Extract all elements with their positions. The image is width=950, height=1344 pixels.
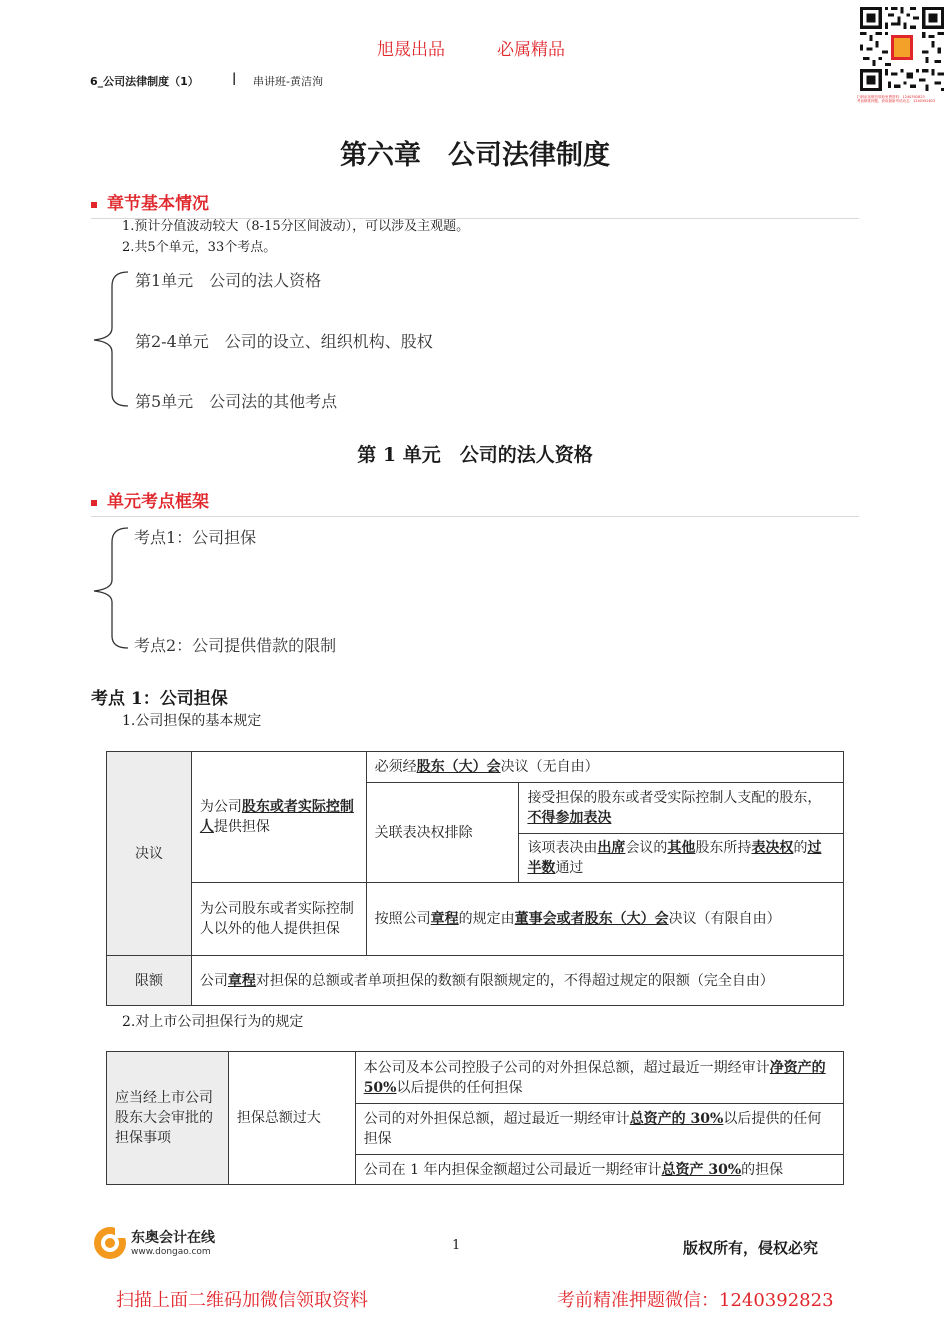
text: 本公司及本公司控股子公司的对外担保总额，超过最近一期经审计: [363, 1059, 770, 1076]
cell-shareholder-approval-items: 应当经上市公司股东大会审批的担保事项: [107, 1052, 229, 1185]
emphasis-text: 章程: [227, 972, 256, 989]
cell-rule-annual-30: [355, 1155, 843, 1185]
dongao-logo-icon: [93, 1226, 127, 1260]
logo-name: 东奥会计在线: [131, 1230, 215, 1246]
cell-excessive-guarantee-total: 担保总额过大: [228, 1052, 355, 1185]
text: 以后提供的任何担保: [396, 1079, 523, 1096]
text: 的规定由: [458, 911, 515, 927]
unit-list-item-3: 第5单元 公司法的其他考点: [135, 392, 338, 411]
cell-guarantee-for-others: 为公司股东或者实际控制人以外的他人提供担保: [191, 883, 366, 956]
qr-caption-line1: 扫码添加微信领取免费资料：1240392823: [857, 95, 925, 99]
qr-caption-line2: 考前精准押题，获取最新考试动态：1240392823: [857, 99, 936, 103]
brace-icon: [88, 266, 136, 412]
section-heading-overview-text: 章节基本情况: [107, 194, 209, 214]
unit-title: 第 1 单元 公司的法人资格: [357, 444, 593, 466]
dongao-logo[interactable]: [93, 1223, 233, 1263]
text: 必须经: [374, 759, 417, 775]
header-class-name: 串讲班-黄洁洵: [253, 75, 323, 88]
text: 接受担保的股东或者受实际控制人支配的股东，: [527, 790, 822, 806]
emphasis-text: 表决权: [751, 840, 794, 856]
page-number: 1: [452, 1238, 461, 1253]
cell-guarantee-for-shareholder: [191, 752, 366, 883]
listed-company-guarantee-table: [106, 1051, 844, 1185]
banner-right-text: 必属精品: [497, 40, 565, 60]
banner-left-text: 旭晟出品: [377, 40, 445, 60]
emphasis-text: 总资产 30%: [661, 1161, 742, 1178]
text: 的: [793, 840, 808, 856]
brace-icon: [88, 522, 136, 654]
text: 以后提供的任何担保: [363, 1111, 822, 1147]
emphasis-text: 不得参加表决: [527, 810, 612, 826]
logo-url: www.dongao.com: [131, 1247, 211, 1257]
text: 公司的对外担保总额，超过最近一期经审计: [363, 1111, 630, 1127]
section-heading-framework: [91, 487, 209, 512]
text: 按照公司: [374, 911, 431, 927]
text: 公司: [199, 972, 228, 989]
text: 股东所持: [695, 840, 752, 856]
section-heading-overview: [91, 189, 209, 214]
header-course-title: 6_公司法律制度（1）: [90, 75, 199, 88]
text: 该项表决由: [527, 840, 598, 856]
chapter-title: 第六章 公司法律制度: [340, 140, 610, 171]
emphasis-text: 章程: [430, 911, 459, 927]
text: 对担保的总额或者单项担保的数额有限额规定的，不得超过规定的限额（完全自由）: [255, 972, 774, 989]
emphasis-text: 股东（大）会: [416, 759, 501, 775]
square-bullet-icon: [91, 500, 97, 506]
unit-list-item-2: 第2-4单元 公司的设立、组织机构、股权: [135, 332, 433, 351]
text: 通过: [555, 860, 584, 876]
promo-wechat-text: 考前精准押题微信：1240392823: [557, 1290, 834, 1311]
key-point-title: 考点 1：公司担保: [91, 689, 228, 709]
text: 公司在 1 年内担保金额超过公司最近一期经审计: [363, 1161, 662, 1178]
overview-line-2: 2.共5个单元，33个考点。: [122, 240, 277, 255]
text: 决议（无自由）: [500, 759, 599, 775]
section-heading-framework-text: 单元考点框架: [107, 492, 209, 512]
emphasis-text: 其他: [667, 840, 696, 856]
key-point-subheading-1: 1.公司担保的基本规定: [122, 713, 262, 729]
guarantee-rules-table: [106, 751, 844, 1006]
row-header-resolution: 决议: [107, 752, 192, 956]
framework-item-2: 考点2：公司提供借款的限制: [134, 636, 337, 655]
emphasis-text: 出席: [597, 840, 626, 856]
overview-line-1: 1.预计分值波动较大（8-15分区间波动），可以涉及主观题。: [122, 219, 470, 234]
cell-related-rule-2: [519, 834, 844, 883]
section-divider: [91, 516, 859, 517]
cell-rule-total-assets-30: [355, 1104, 843, 1155]
key-point-subheading-2: 2.对上市公司担保行为的规定: [122, 1014, 304, 1030]
text: 决议（有限自由）: [668, 911, 781, 927]
promo-scan-qr-text: 扫描上面二维码加微信领取资料: [116, 1290, 368, 1311]
emphasis-text: 股东或者实际控制人: [199, 799, 354, 835]
copyright-notice: 版权所有，侵权必究: [683, 1239, 819, 1257]
text: 的担保: [741, 1161, 784, 1178]
cell-related-rule-1: [519, 783, 844, 834]
emphasis-text: 董事会或者股东（大）会: [514, 911, 669, 927]
cell-bylaw-resolution: [366, 883, 843, 956]
unit-list-item-1: 第1单元 公司的法人资格: [135, 271, 322, 290]
cell-rule-net-assets-50: [355, 1052, 843, 1104]
square-bullet-icon: [91, 202, 97, 208]
emphasis-text: 过半数: [527, 840, 822, 876]
framework-item-1: 考点1：公司担保: [134, 528, 257, 547]
cell-must-resolution: [366, 752, 843, 783]
qr-code-block[interactable]: [857, 3, 947, 111]
text: 提供担保: [213, 819, 270, 835]
qr-code-image[interactable]: [857, 3, 947, 95]
emphasis-text: 总资产的 30%: [629, 1111, 724, 1127]
row-header-limit: 限额: [107, 956, 192, 1006]
cell-related-vote-exclusion: 关联表决权排除: [366, 783, 519, 883]
cell-limit-rule: [191, 956, 843, 1006]
text: 会议的: [625, 840, 668, 856]
emphasis-text: 净资产的 50%: [363, 1059, 826, 1096]
text: 为公司: [199, 799, 242, 815]
header-separator: |: [232, 71, 237, 85]
